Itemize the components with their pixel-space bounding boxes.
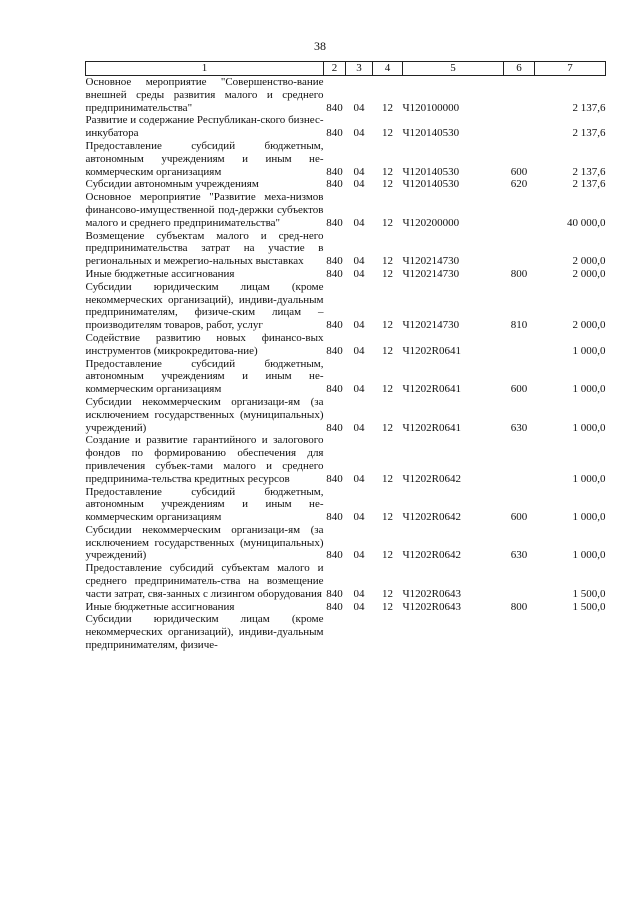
expense-type-code: 800 xyxy=(510,267,528,280)
subsection-code: 12 xyxy=(382,216,393,229)
section-code: 04 xyxy=(353,549,365,562)
section-code: 04 xyxy=(353,344,365,357)
section-code: 04 xyxy=(353,587,365,600)
section-code: 04 xyxy=(353,178,365,191)
subsection-code: 12 xyxy=(382,344,393,357)
target-item-code: Ч1202R0643 xyxy=(402,587,461,600)
expense-type-code xyxy=(504,230,535,268)
ministry-code: 840 xyxy=(326,165,343,178)
ministry-code xyxy=(324,613,346,651)
table-row xyxy=(86,613,606,651)
table-row xyxy=(86,178,606,191)
section-code: 04 xyxy=(353,472,365,485)
subsection-code: 12 xyxy=(382,267,393,280)
expense-type-code xyxy=(504,76,535,115)
expense-type-code: 600 xyxy=(510,511,528,524)
amount: 1 000,0 xyxy=(572,421,606,434)
item-name: Иные бюджетные ассигнования xyxy=(85,600,235,613)
column-header: 5 xyxy=(403,62,504,76)
subsection-code: 12 xyxy=(382,165,393,178)
amount: 1 000,0 xyxy=(572,383,606,396)
amount: 1 000,0 xyxy=(572,511,606,524)
section-code: 04 xyxy=(353,255,365,268)
expense-type-code xyxy=(504,562,535,600)
section-code xyxy=(346,613,373,651)
target-item-code: Ч1202R0642 xyxy=(402,472,461,485)
subsection-code: 12 xyxy=(382,127,393,140)
column-header: 1 xyxy=(86,62,324,76)
table-row xyxy=(86,230,606,268)
subsection-code: 12 xyxy=(382,255,393,268)
target-item-code: Ч120140530 xyxy=(402,178,460,191)
table-row xyxy=(86,396,606,434)
ministry-code: 840 xyxy=(326,127,343,140)
subsection-code: 12 xyxy=(382,101,393,114)
ministry-code: 840 xyxy=(326,101,343,114)
column-header: 7 xyxy=(535,62,606,76)
target-item-code: Ч1202R0642 xyxy=(402,549,461,562)
subsection-code: 12 xyxy=(382,511,393,524)
target-item-code: Ч1202R0642 xyxy=(402,511,461,524)
target-item-code: Ч1202R0641 xyxy=(402,383,461,396)
subsection-code: 12 xyxy=(382,383,393,396)
item-name: Основное мероприятие "Развитие меха-низмов финансово-имущественной под-держки субъектов малого и среднего предпринимательства" xyxy=(85,191,324,229)
item-name: Иные бюджетные ассигнования xyxy=(85,267,235,280)
ministry-code: 840 xyxy=(326,178,343,191)
amount: 2 000,0 xyxy=(572,255,606,268)
table-row xyxy=(86,281,606,332)
amount: 1 000,0 xyxy=(572,549,606,562)
column-header: 6 xyxy=(504,62,535,76)
section-code: 04 xyxy=(353,101,365,114)
section-code: 04 xyxy=(353,421,365,434)
amount: 1 500,0 xyxy=(572,587,606,600)
target-item-code: Ч1202R0643 xyxy=(402,600,461,613)
ministry-code: 840 xyxy=(326,421,343,434)
ministry-code: 840 xyxy=(326,511,343,524)
table-row xyxy=(86,114,606,140)
amount: 2 000,0 xyxy=(572,267,606,280)
expense-type-code: 810 xyxy=(510,319,528,332)
column-header: 4 xyxy=(373,62,403,76)
target-item-code: Ч120100000 xyxy=(402,101,460,114)
amount: 1 500,0 xyxy=(572,600,606,613)
section-code: 04 xyxy=(353,511,365,524)
subsection-code: 12 xyxy=(382,178,393,191)
amount: 2 137,6 xyxy=(572,127,606,140)
item-name: Субсидии некоммерческим организаци-ям (за исключением государственных (муниципальных) учреждений) xyxy=(85,395,324,434)
table-row xyxy=(86,191,606,229)
subsection-code: 12 xyxy=(382,319,393,332)
item-name: Предоставление субсидий бюджетным, автономным учреждениям и иным не-коммерческим организациям xyxy=(85,357,324,396)
amount: 2 000,0 xyxy=(572,319,606,332)
expense-type-code: 600 xyxy=(510,383,528,396)
ministry-code: 840 xyxy=(326,216,343,229)
subsection-code: 12 xyxy=(382,549,393,562)
expense-type-code: 600 xyxy=(510,165,528,178)
table-row xyxy=(86,358,606,396)
table-row xyxy=(86,434,606,485)
expense-type-code: 630 xyxy=(510,549,528,562)
subsection-code xyxy=(373,613,403,651)
target-item-code: Ч120140530 xyxy=(402,127,460,140)
table-row xyxy=(86,268,606,281)
item-name: Субсидии некоммерческим организаци-ям (за исключением государственных (муниципальных) учреждений) xyxy=(85,523,324,562)
section-code: 04 xyxy=(353,127,365,140)
header-row xyxy=(86,62,606,76)
amount: 2 137,6 xyxy=(572,165,606,178)
ministry-code: 840 xyxy=(326,383,343,396)
section-code: 04 xyxy=(353,383,365,396)
table-row xyxy=(86,601,606,614)
item-name: Предоставление субсидий бюджетным, автономным учреждениям и иным не-коммерческим организациям xyxy=(85,485,324,524)
item-name: Предоставление субсидий бюджетным, автономным учреждениям и иным не-коммерческим организациям xyxy=(85,139,324,178)
target-item-code: Ч120200000 xyxy=(402,216,460,229)
section-code: 04 xyxy=(353,165,365,178)
target-item-code: Ч120214730 xyxy=(402,267,460,280)
item-name: Предоставление субсидий субъектам малого и среднего предприниматель-ства на возмещение части затрат, свя-занных с лизингом оборудования xyxy=(85,562,324,600)
expense-type-code xyxy=(504,613,535,651)
ministry-code: 840 xyxy=(326,255,343,268)
target-item-code: Ч1202R0641 xyxy=(402,421,461,434)
ministry-code: 840 xyxy=(326,472,343,485)
expense-type-code xyxy=(504,114,535,140)
item-name: Субсидии юридическим лицам (кроме некоммерческих организаций), индиви-дуальным предпринимателям, физиче- xyxy=(85,613,324,652)
target-item-code: Ч120140530 xyxy=(402,165,460,178)
section-code: 04 xyxy=(353,216,365,229)
ministry-code: 840 xyxy=(326,267,343,280)
table-row xyxy=(86,486,606,524)
target-item-code: Ч120214730 xyxy=(402,255,460,268)
ministry-code: 840 xyxy=(326,600,343,613)
target-item-code xyxy=(403,613,504,651)
column-header: 2 xyxy=(324,62,346,76)
section-code: 04 xyxy=(353,319,365,332)
item-name: Развитие и содержание Республикан-ского бизнес-инкубатора xyxy=(85,114,324,140)
expense-type-code xyxy=(504,332,535,358)
table-row xyxy=(86,562,606,600)
section-code: 04 xyxy=(353,267,365,280)
target-item-code: Ч1202R0641 xyxy=(402,344,461,357)
item-name: Создание и развитие гарантийного и залогового фондов по формированию обеспечения для привлечения субъек-тами малого и среднего предпринима-тельства кредитных ресурсов xyxy=(85,434,324,485)
amount: 2 137,6 xyxy=(572,101,606,114)
ministry-code: 840 xyxy=(326,344,343,357)
expense-type-code: 620 xyxy=(510,178,528,191)
table-row xyxy=(86,76,606,115)
amount: 2 137,6 xyxy=(572,178,606,191)
table-row xyxy=(86,332,606,358)
column-header: 3 xyxy=(346,62,373,76)
subsection-code: 12 xyxy=(382,587,393,600)
budget-table xyxy=(85,61,606,652)
section-code: 04 xyxy=(353,600,365,613)
item-name: Субсидии юридическим лицам (кроме некоммерческих организаций), индиви-дуальным предпринимателям, физиче-ским лицам – производителям товаров, работ, услуг xyxy=(85,280,324,332)
item-name: Возмещение субъектам малого и сред-него предпринимательства затрат на участие в региональных и межрегио-нальных выставках xyxy=(85,229,324,268)
expense-type-code: 630 xyxy=(510,421,528,434)
subsection-code: 12 xyxy=(382,472,393,485)
table-row xyxy=(86,140,606,178)
item-name: Основное мероприятие "Совершенство-вание внешней среды развития малого и среднего предпринимательства" xyxy=(85,76,324,114)
subsection-code: 12 xyxy=(382,421,393,434)
subsection-code: 12 xyxy=(382,600,393,613)
page-number: 38 xyxy=(314,39,326,53)
ministry-code: 840 xyxy=(326,587,343,600)
item-name: Субсидии автономным учреждениям xyxy=(85,178,259,191)
target-item-code: Ч120214730 xyxy=(402,319,460,332)
expense-type-code xyxy=(504,434,535,485)
expense-type-code xyxy=(504,191,535,229)
ministry-code: 840 xyxy=(326,549,343,562)
table-row xyxy=(86,524,606,562)
ministry-code: 840 xyxy=(326,319,343,332)
amount xyxy=(535,613,606,651)
expense-type-code: 800 xyxy=(510,600,528,613)
amount: 40 000,0 xyxy=(567,216,606,229)
amount: 1 000,0 xyxy=(572,344,606,357)
item-name: Содействие развитию новых финансо-вых инструментов (микрокредитова-ние) xyxy=(85,331,324,357)
amount: 1 000,0 xyxy=(572,472,606,485)
